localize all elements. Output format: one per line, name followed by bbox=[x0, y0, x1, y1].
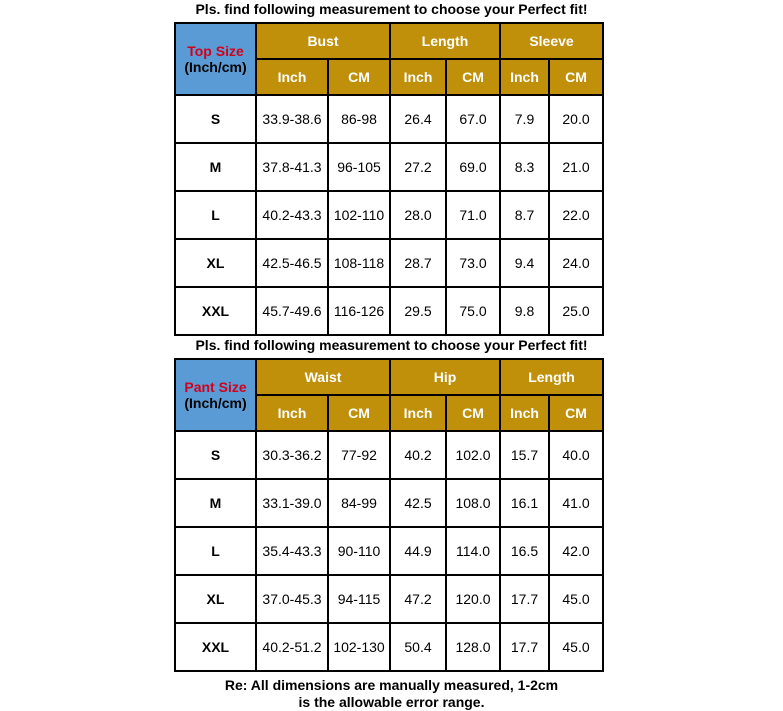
group-header-hip: Hip bbox=[390, 359, 500, 395]
table-cell: 27.2 bbox=[390, 143, 446, 191]
table-cell: 42.5 bbox=[390, 479, 446, 527]
sub-header-inch: Inch bbox=[390, 395, 446, 431]
table-cell: 90-110 bbox=[328, 527, 390, 575]
table-cell: 84-99 bbox=[328, 479, 390, 527]
top-size-corner bbox=[175, 23, 256, 95]
table-cell: 7.9 bbox=[500, 95, 549, 143]
sub-header-cm: CM bbox=[328, 395, 390, 431]
table-cell: 30.3-36.2 bbox=[256, 431, 328, 479]
table-row bbox=[175, 623, 603, 671]
pant-size-corner bbox=[175, 359, 256, 431]
size-label: M bbox=[175, 479, 256, 527]
table-cell: 40.2-51.2 bbox=[256, 623, 328, 671]
table-cell: 102-110 bbox=[328, 191, 390, 239]
table-cell: 45.7-49.6 bbox=[256, 287, 328, 335]
sub-header-inch: Inch bbox=[500, 395, 549, 431]
table-row bbox=[175, 143, 603, 191]
size-label: S bbox=[175, 431, 256, 479]
table-cell: 42.5-46.5 bbox=[256, 239, 328, 287]
group-header-length: Length bbox=[390, 23, 500, 59]
size-label: XXL bbox=[175, 287, 256, 335]
top-size-corner-label: Top Size bbox=[187, 43, 244, 59]
table-cell: 108.0 bbox=[446, 479, 500, 527]
table-row bbox=[175, 239, 603, 287]
sub-header-inch: Inch bbox=[256, 395, 328, 431]
table-cell: 37.8-41.3 bbox=[256, 143, 328, 191]
size-label: XL bbox=[175, 575, 256, 623]
table-row bbox=[175, 95, 603, 143]
table-cell: 9.8 bbox=[500, 287, 549, 335]
table-cell: 22.0 bbox=[549, 191, 603, 239]
table-cell: 50.4 bbox=[390, 623, 446, 671]
table-cell: 16.5 bbox=[500, 527, 549, 575]
table-cell: 73.0 bbox=[446, 239, 500, 287]
table-cell: 128.0 bbox=[446, 623, 500, 671]
table-cell: 20.0 bbox=[549, 95, 603, 143]
table-cell: 40.0 bbox=[549, 431, 603, 479]
table-cell: 71.0 bbox=[446, 191, 500, 239]
sub-header-cm: CM bbox=[549, 59, 603, 95]
sub-header-inch: Inch bbox=[256, 59, 328, 95]
table-cell: 77-92 bbox=[328, 431, 390, 479]
group-header-waist: Waist bbox=[256, 359, 390, 395]
sub-header-cm: CM bbox=[328, 59, 390, 95]
table-cell: 120.0 bbox=[446, 575, 500, 623]
footnote-line-2: is the allowable error range. bbox=[298, 694, 485, 710]
table-cell: 67.0 bbox=[446, 95, 500, 143]
table-row bbox=[175, 191, 603, 239]
pant-size-corner-label: Pant Size bbox=[184, 379, 247, 395]
top-size-table bbox=[174, 22, 604, 336]
table-cell: 114.0 bbox=[446, 527, 500, 575]
table-row bbox=[175, 575, 603, 623]
table-cell: 29.5 bbox=[390, 287, 446, 335]
table-cell: 116-126 bbox=[328, 287, 390, 335]
sub-header-inch: Inch bbox=[390, 59, 446, 95]
group-header-bust: Bust bbox=[256, 23, 390, 59]
pant-size-heading: Pls. find following measurement to choose your Perfect fit! bbox=[195, 337, 588, 353]
pant-size-table bbox=[174, 358, 604, 672]
table-cell: 17.7 bbox=[500, 623, 549, 671]
table-row bbox=[175, 431, 603, 479]
table-row bbox=[175, 479, 603, 527]
table-row bbox=[175, 527, 603, 575]
table-cell: 15.7 bbox=[500, 431, 549, 479]
table-cell: 26.4 bbox=[390, 95, 446, 143]
size-label: XXL bbox=[175, 623, 256, 671]
table-cell: 35.4-43.3 bbox=[256, 527, 328, 575]
table-cell: 44.9 bbox=[390, 527, 446, 575]
size-label: M bbox=[175, 143, 256, 191]
group-header-length: Length bbox=[500, 359, 603, 395]
table-cell: 45.0 bbox=[549, 575, 603, 623]
table-cell: 28.0 bbox=[390, 191, 446, 239]
table-cell: 40.2 bbox=[390, 431, 446, 479]
table-cell: 94-115 bbox=[328, 575, 390, 623]
sub-header-cm: CM bbox=[549, 395, 603, 431]
table-cell: 45.0 bbox=[549, 623, 603, 671]
table-cell: 102-130 bbox=[328, 623, 390, 671]
table-cell: 25.0 bbox=[549, 287, 603, 335]
top-size-corner-unit: (Inch/cm) bbox=[184, 59, 247, 75]
table-cell: 21.0 bbox=[549, 143, 603, 191]
size-label: XL bbox=[175, 239, 256, 287]
table-cell: 42.0 bbox=[549, 527, 603, 575]
table-cell: 28.7 bbox=[390, 239, 446, 287]
table-cell: 96-105 bbox=[328, 143, 390, 191]
table-cell: 75.0 bbox=[446, 287, 500, 335]
table-row bbox=[175, 287, 603, 335]
table-cell: 47.2 bbox=[390, 575, 446, 623]
table-cell: 8.3 bbox=[500, 143, 549, 191]
table-cell: 69.0 bbox=[446, 143, 500, 191]
sub-header-cm: CM bbox=[446, 395, 500, 431]
size-label: S bbox=[175, 95, 256, 143]
table-cell: 102.0 bbox=[446, 431, 500, 479]
group-header-sleeve: Sleeve bbox=[500, 23, 603, 59]
table-cell: 9.4 bbox=[500, 239, 549, 287]
size-label: L bbox=[175, 527, 256, 575]
sub-header-cm: CM bbox=[446, 59, 500, 95]
table-cell: 17.7 bbox=[500, 575, 549, 623]
size-label: L bbox=[175, 191, 256, 239]
sub-header-inch: Inch bbox=[500, 59, 549, 95]
table-cell: 24.0 bbox=[549, 239, 603, 287]
table-cell: 86-98 bbox=[328, 95, 390, 143]
pant-size-corner-unit: (Inch/cm) bbox=[184, 395, 247, 411]
table-cell: 33.9-38.6 bbox=[256, 95, 328, 143]
table-cell: 40.2-43.3 bbox=[256, 191, 328, 239]
table-cell: 16.1 bbox=[500, 479, 549, 527]
table-cell: 41.0 bbox=[549, 479, 603, 527]
table-cell: 33.1-39.0 bbox=[256, 479, 328, 527]
table-cell: 108-118 bbox=[328, 239, 390, 287]
footnote-line-1: Re: All dimensions are manually measured, 1-2cm bbox=[224, 677, 559, 693]
top-size-heading: Pls. find following measurement to choose your Perfect fit! bbox=[195, 1, 588, 17]
table-cell: 37.0-45.3 bbox=[256, 575, 328, 623]
table-cell: 8.7 bbox=[500, 191, 549, 239]
footnote bbox=[0, 677, 783, 711]
